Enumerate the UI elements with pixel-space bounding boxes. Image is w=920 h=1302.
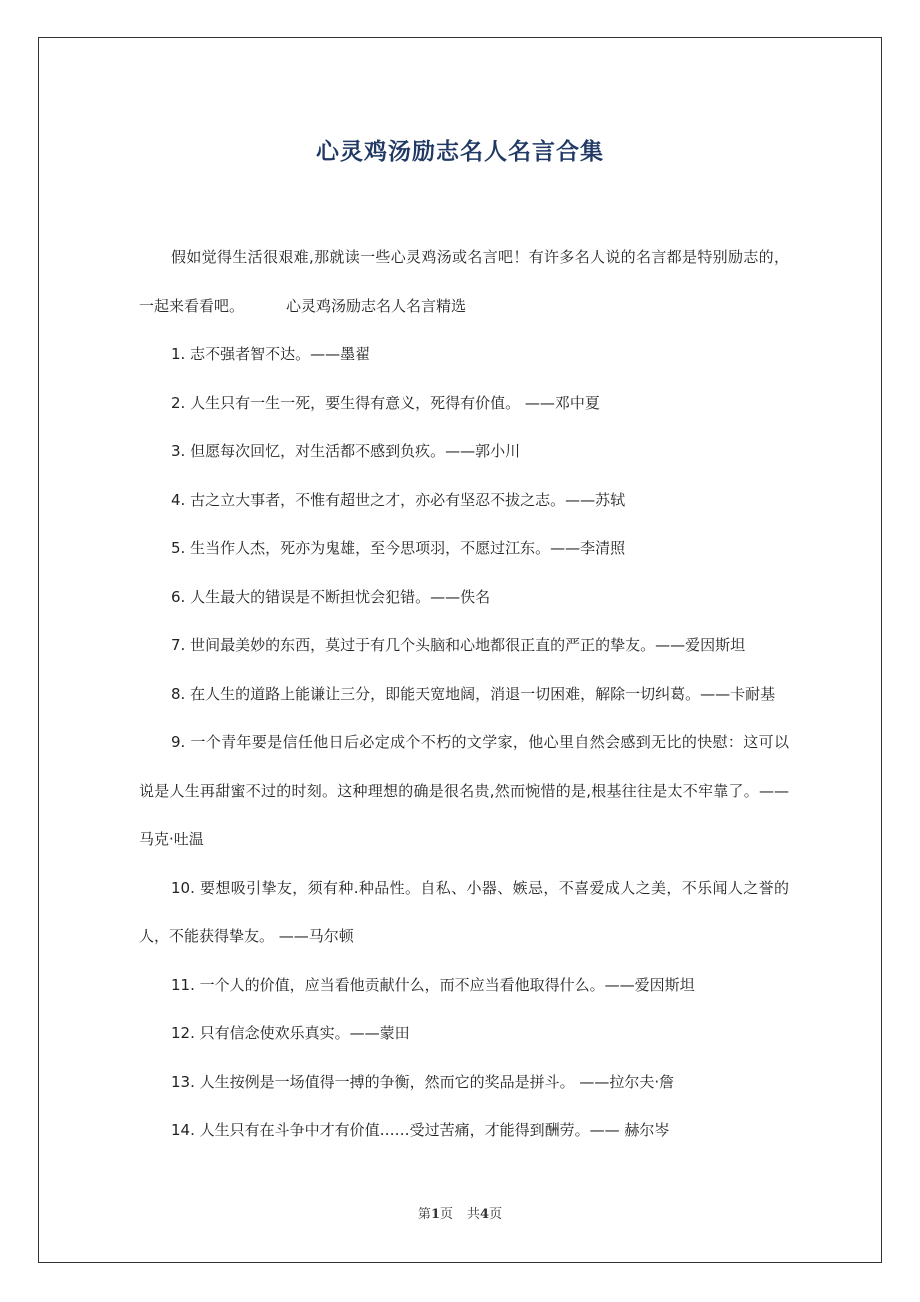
intro-paragraph [139,233,789,330]
intro-text: 假如觉得生活很艰难,那就读一些心灵鸡汤或名言吧！有许多名人说的名言都是特别励志的，一起来看看吧。 [139,248,789,315]
page-footer [0,1203,920,1227]
total-prefix: 共 [467,1207,481,1222]
quote-item: 10. 要想吸引挚友，须有种.种品性。自私、小器、嫉忌，不喜爱成人之美，不乐闻人之誉的人，不能获得挚友。 ——马尔顿 [139,878,789,945]
quote-item: 6. 人生最大的错误是不断担忧会犯错。——佚名 [171,587,491,606]
quote-item: 11. 一个人的价值，应当看他贡献什么，而不应当看他取得什么。——爱因斯坦 [171,975,695,994]
quote-item: 4. 古之立大事者，不惟有超世之才，亦必有坚忍不拔之志。——苏轼 [171,490,626,509]
quote-item: 14. 人生只有在斗争中才有价值……受过苦痛，才能得到酬劳。—— 赫尔岑 [171,1121,670,1139]
total-pages-number: 4 [480,1207,490,1222]
quote-item: 8. 在人生的道路上能谦让三分，即能天宽地阔，消退一切困难，解除一切纠葛。——卡耐基 [171,684,776,703]
quote-item: 2. 人生只有一生一死，要生得有意义，死得有价值。 ——邓中夏 [171,393,600,412]
quote-item: 13. 人生按例是一场值得一搏的争衡，然而它的奖品是拼斗。 ——拉尔夫·詹 [171,1072,675,1091]
quote-item: 3. 但愿每次回忆，对生活都不感到负疚。——郭小川 [171,442,521,460]
document-body [139,233,789,1155]
page-prefix: 第 [417,1207,431,1222]
quote-item: 9. 一个青年要是信任他日后必定成个不朽的文学家，他心里自然会感到无比的快慰：这可以说是人生再甜蜜不过的时刻。这种理想的确是很名贵,然而惋惜的是,根基往往是太不牢靠了。——马克·吐温 [139,733,789,848]
quote-item: 5. 生当作人杰，死亦为鬼雄，至今思项羽，不愿过江东。——李清照 [171,539,626,557]
quote-item: 12. 只有信念使欢乐真实。——蒙田 [171,1024,410,1042]
quote-item: 7. 世间最美妙的东西，莫过于有几个头脑和心地都很正直的严正的挚友。——爱因斯坦 [171,636,746,654]
intro-subheading: 心灵鸡汤励志名人名言精选 [286,296,467,315]
quote-item: 1. 志不强者智不达。——墨翟 [171,345,371,363]
current-page-number: 1 [430,1207,440,1222]
page-suffix: 页 [439,1207,453,1222]
document-title: 心灵鸡汤励志名人名言合集 [316,139,604,166]
total-suffix: 页 [489,1207,503,1222]
